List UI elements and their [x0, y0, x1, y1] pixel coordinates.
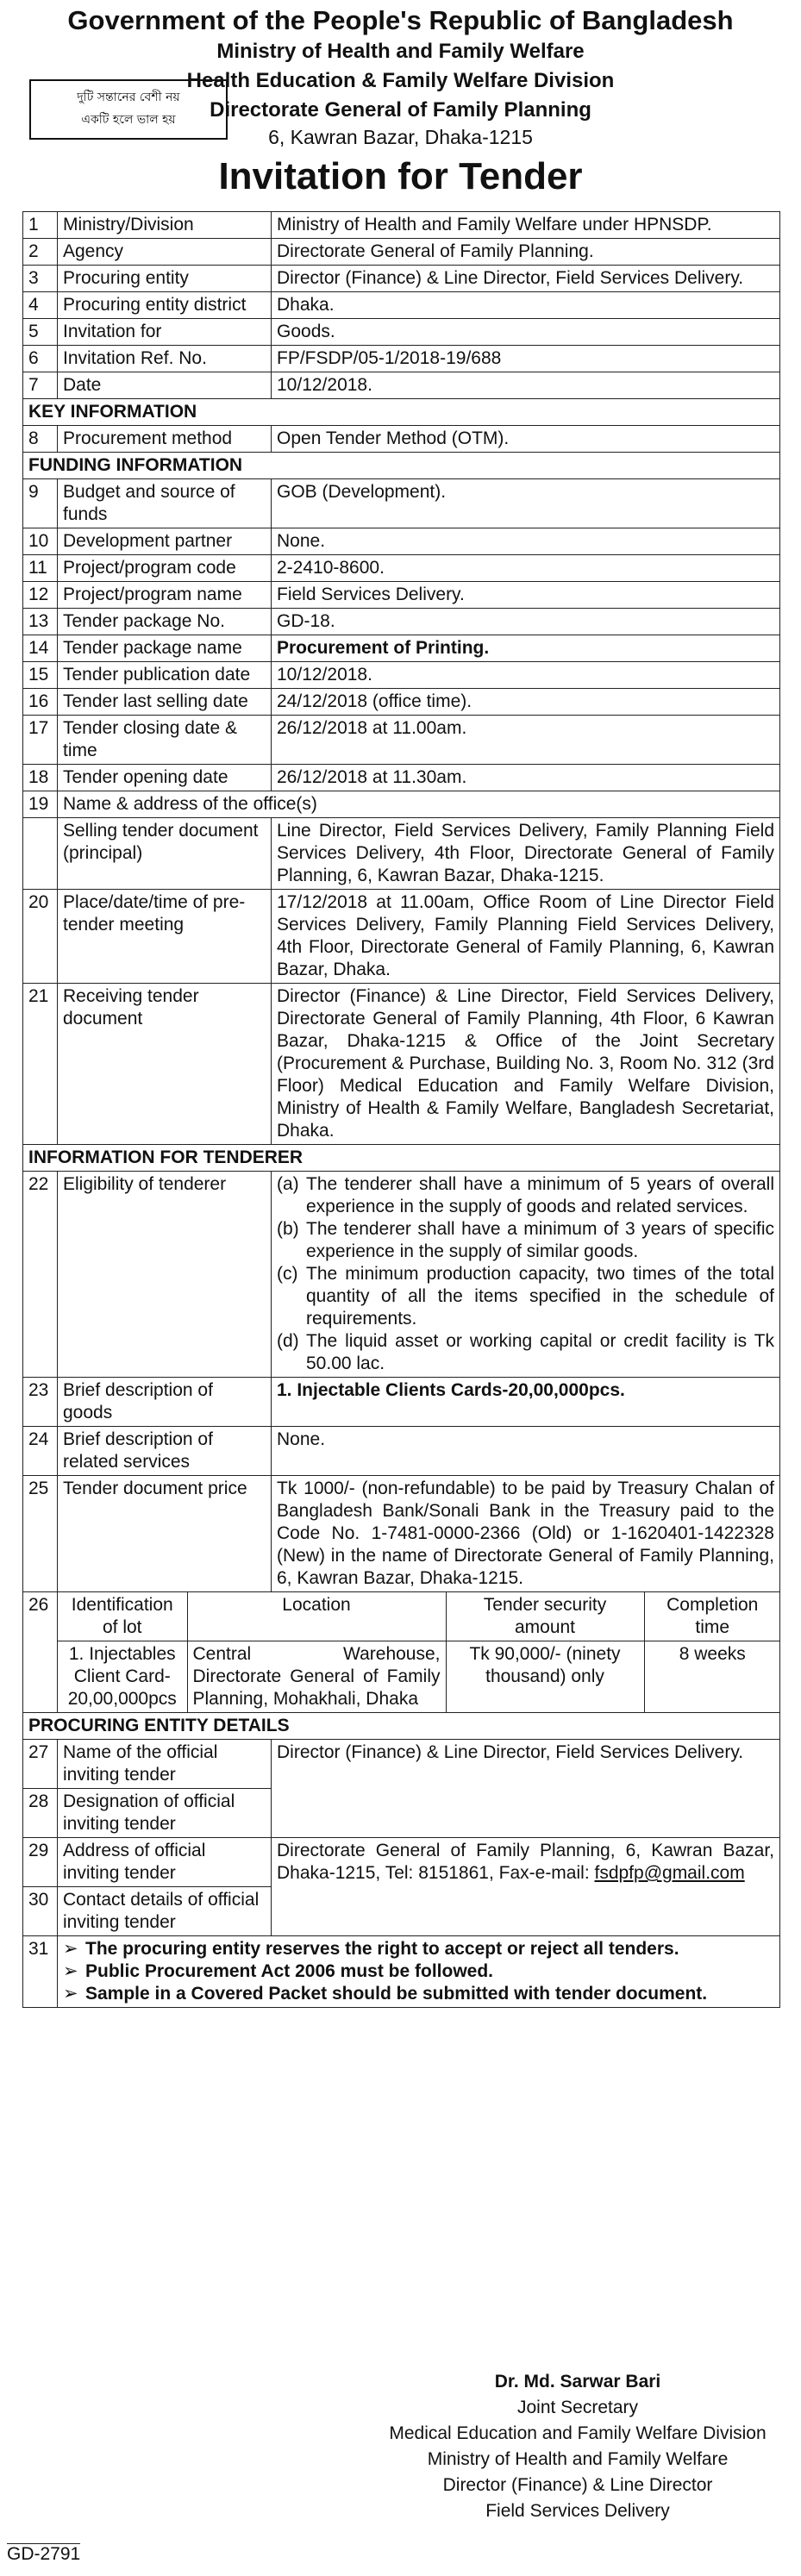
lot-location: Central Warehouse, Directorate General of Family Planning, Mohakhali, Dhaka	[187, 1641, 446, 1713]
row-number: 1	[23, 212, 58, 239]
arrow-bullet-icon: ➢	[63, 1961, 78, 1981]
section-heading-row	[23, 399, 780, 426]
row-number: 2	[23, 239, 58, 266]
table-row	[23, 890, 780, 984]
lot-head-identification: Identification of lot	[58, 1592, 187, 1641]
row-value: GOB (Development).	[272, 479, 780, 528]
table-row	[23, 292, 780, 319]
row-value: FP/FSDP/05-1/2018-19/688	[272, 346, 780, 372]
section-key-information: KEY INFORMATION	[23, 399, 780, 426]
row-number: 3	[23, 266, 58, 292]
section-heading-row	[23, 1145, 780, 1172]
row-value: Field Services Delivery.	[272, 582, 780, 609]
eligibility-item	[277, 1173, 774, 1218]
row-number: 30	[23, 1887, 58, 1936]
row-label: Development partner	[58, 528, 272, 555]
row-number: 29	[23, 1838, 58, 1887]
row-value: None.	[272, 528, 780, 555]
table-row	[23, 212, 780, 239]
eligibility-item	[277, 1218, 774, 1263]
eligibility-list	[272, 1172, 780, 1378]
row-label: Name of the official inviting tender	[58, 1740, 272, 1789]
row-label: Project/program name	[58, 582, 272, 609]
table-row	[23, 1740, 780, 1789]
row-number: 25	[23, 1476, 58, 1592]
row-number: 27	[23, 1740, 58, 1789]
row-number: 22	[23, 1172, 58, 1378]
row-number: 4	[23, 292, 58, 319]
table-row	[23, 1378, 780, 1427]
signatory-name: Dr. Md. Sarwar Bari	[494, 2372, 661, 2392]
note-text: The procuring entity reserves the right to accept or reject all tenders.	[85, 1939, 679, 1959]
note-text: Sample in a Covered Packet should be submitted with tender document.	[85, 1984, 708, 2004]
row-number: 26	[23, 1592, 58, 1713]
section-procuring-entity-details: PROCURING ENTITY DETAILS	[23, 1713, 780, 1740]
row-value: 17/12/2018 at 11.00am, Office Room of Line Director Field Services Delivery, Family Planning Field Services Delivery, 4th Floor, Directorate General of Family Planning, 6, Kawran Bazar, Dhaka.	[272, 890, 780, 984]
row-label: Invitation Ref. No.	[58, 346, 272, 372]
row-value: 26/12/2018 at 11.30am.	[272, 765, 780, 791]
row-label: Budget and source of funds	[58, 479, 272, 528]
table-row	[23, 1838, 780, 1887]
table-row	[23, 635, 780, 662]
note-item	[63, 1938, 774, 1960]
signatory-office: Field Services Delivery	[485, 2501, 670, 2521]
signatory-title: Joint Secretary	[516, 2398, 639, 2417]
table-row	[23, 818, 780, 890]
row-label: Invitation for	[58, 319, 272, 346]
row-number: 24	[23, 1427, 58, 1476]
section-information-for-tenderer: INFORMATION FOR TENDERER	[23, 1145, 780, 1172]
row-value: 26/12/2018 at 11.00am.	[272, 716, 780, 765]
row-label: Tender publication date	[58, 662, 272, 689]
table-row	[23, 346, 780, 372]
lot-completion: 8 weeks	[644, 1641, 780, 1713]
row-label: Brief description of goods	[58, 1378, 272, 1427]
lot-head-security: Tender security amount	[446, 1592, 644, 1641]
row-label: Procurement method	[58, 426, 272, 453]
row-label: Tender closing date & time	[58, 716, 272, 765]
row-label: Contact details of official inviting tender	[58, 1887, 272, 1936]
lot-head-completion: Completion time	[666, 1595, 759, 1637]
eligibility-item	[277, 1330, 774, 1375]
eligibility-mark: (b)	[277, 1219, 299, 1239]
address-line: 6, Kawran Bazar, Dhaka-1215	[268, 126, 533, 148]
row-number: 23	[23, 1378, 58, 1427]
row-value: Goods.	[272, 319, 780, 346]
row-label: Date	[58, 372, 272, 399]
tender-table	[22, 211, 780, 2008]
row-number: 16	[23, 689, 58, 716]
note-item	[63, 1960, 774, 1983]
eligibility-mark: (d)	[277, 1331, 299, 1351]
table-row	[23, 479, 780, 528]
row-number: 8	[23, 426, 58, 453]
table-row	[23, 555, 780, 582]
directorate-heading: Directorate General of Family Planning	[210, 98, 591, 122]
table-row	[23, 582, 780, 609]
row-label: Place/date/time of pre-tender meeting	[58, 890, 272, 984]
row-number: 7	[23, 372, 58, 399]
table-row	[23, 266, 780, 292]
official-email-link[interactable]: fsdpfp@gmail.com	[594, 1863, 745, 1883]
row-value: 24/12/2018 (office time).	[272, 689, 780, 716]
table-row	[23, 791, 780, 818]
eligibility-text: The minimum production capacity, two times of the total quantity of all the items specified in the schedule of requirements.	[306, 1264, 774, 1329]
note-item	[63, 1983, 774, 2005]
advertisement-reference: GD-2791	[7, 2544, 81, 2564]
table-row	[23, 984, 780, 1145]
row-number: 21	[23, 984, 58, 1145]
arrow-bullet-icon: ➢	[63, 1939, 78, 1959]
note-text: Public Procurement Act 2006 must be followed.	[85, 1961, 494, 1981]
row-value: Ministry of Health and Family Welfare under HPNSDP.	[272, 212, 780, 239]
official-designation: Director (Finance) & Line Director, Field Services Delivery.	[272, 1740, 780, 1838]
table-row	[23, 319, 780, 346]
division-heading: Health Education & Family Welfare Division	[186, 69, 615, 92]
slogan-line-1: দুটি সন্তানের বেশী নয়	[77, 91, 180, 104]
official-contact	[272, 1838, 780, 1936]
lot-row	[23, 1592, 780, 1713]
row-label: Tender opening date	[58, 765, 272, 791]
signatory-ministry: Ministry of Health and Family Welfare	[427, 2449, 729, 2469]
table-row	[23, 372, 780, 399]
table-row	[23, 239, 780, 266]
slogan-line-2: একটি হলে ভাল হয়	[81, 113, 176, 127]
row-value: GD-18.	[272, 609, 780, 635]
row-label: Agency	[58, 239, 272, 266]
eligibility-mark: (a)	[277, 1174, 299, 1194]
row-number: 10	[23, 528, 58, 555]
lot-header-row	[58, 1592, 780, 1641]
lot-data-row	[58, 1641, 780, 1713]
table-row	[23, 1936, 780, 2008]
row-number: 28	[23, 1789, 58, 1838]
lot-identification: 1. Injectables Client Card-20,00,000pcs	[58, 1641, 187, 1713]
row-number: 20	[23, 890, 58, 984]
table-row	[23, 426, 780, 453]
row-label: Ministry/Division	[58, 212, 272, 239]
row-label: Designation of official inviting tender	[58, 1789, 272, 1838]
row-label: Procuring entity	[58, 266, 272, 292]
table-row	[23, 716, 780, 765]
row-value: Director (Finance) & Line Director, Field Services Delivery, Directorate General of Family Planning, 4th Floor, 6 Kawran Bazar, Dhaka-1215 & Office of the Joint Secretary (Procurement & Purchase, Building No. 3, Room No. 312 (3rd Floor) Medical Education and Family Welfare Division, Ministry of Health & Family Welfare, Bangladesh Secretariat, Dhaka.	[272, 984, 780, 1145]
notes-list	[58, 1936, 780, 2008]
signatory-division: Medical Education and Family Welfare Division	[389, 2423, 767, 2443]
table-row	[23, 1427, 780, 1476]
family-planning-slogan-box	[29, 79, 228, 140]
section-heading-row	[23, 1713, 780, 1740]
row-value: Tk 1000/- (non-refundable) to be paid by Treasury Chalan of Bangladesh Bank/Sonali Bank in the Treasury paid to the Code No. 1-7481-0000-2366 (Old) or 1-1620401-1422328 (New) in the name of Directorate General of Family Planning, 6, Kawran Bazar, Dhaka-1215.	[272, 1476, 780, 1592]
section-heading-row	[23, 453, 780, 479]
row-number: 19	[23, 791, 58, 818]
signatory-designation: Director (Finance) & Line Director	[442, 2475, 713, 2495]
row-value: Dhaka.	[272, 292, 780, 319]
eligibility-text: The liquid asset or working capital or credit facility is Tk 50.00 lac.	[306, 1331, 774, 1373]
table-row	[23, 689, 780, 716]
row-number: 12	[23, 582, 58, 609]
row-label: Project/program code	[58, 555, 272, 582]
eligibility-text: The tenderer shall have a minimum of 5 years of overall experience in the supply of goods and related services.	[306, 1174, 774, 1216]
row-number: 31	[23, 1936, 58, 2008]
row-label: Tender last selling date	[58, 689, 272, 716]
eligibility-text: The tenderer shall have a minimum of 3 years of specific experience in the supply of similar goods.	[306, 1219, 774, 1261]
lot-container	[58, 1592, 780, 1713]
row-number: 6	[23, 346, 58, 372]
eligibility-mark: (c)	[277, 1264, 298, 1284]
section-funding-information: FUNDING INFORMATION	[23, 453, 780, 479]
row-number: 14	[23, 635, 58, 662]
row-number: 5	[23, 319, 58, 346]
government-heading: Government of the People's Republic of Bangladesh	[67, 5, 734, 35]
row-value: Line Director, Field Services Delivery, Family Planning Field Services Delivery, 4th Floor, Directorate General of Family Planning, 6, Kawran Bazar, Dhaka-1215.	[272, 818, 780, 890]
row-value: 10/12/2018.	[272, 662, 780, 689]
row-number: 17	[23, 716, 58, 765]
row-number-empty	[23, 818, 58, 890]
ministry-heading: Ministry of Health and Family Welfare	[216, 40, 585, 63]
lot-security: Tk 90,000/- (ninety thousand) only	[446, 1641, 644, 1713]
lot-head-location: Location	[187, 1592, 446, 1641]
table-row	[23, 609, 780, 635]
lot-table	[58, 1592, 780, 1712]
row-label: Receiving tender document	[58, 984, 272, 1145]
table-row	[23, 1476, 780, 1592]
table-row	[23, 765, 780, 791]
row-label: Procuring entity district	[58, 292, 272, 319]
row-value: None.	[272, 1427, 780, 1476]
official-address: Directorate General of Family Planning, 6, Kawran Bazar, Dhaka-1215, Tel: 8151861, Fax-e-mail:	[277, 1841, 774, 1883]
eligibility-item	[277, 1263, 774, 1330]
row-number: 9	[23, 479, 58, 528]
row-label: Brief description of related services	[58, 1427, 272, 1476]
row-label: Name & address of the office(s)	[58, 791, 780, 818]
row-label: Tender package name	[58, 635, 272, 662]
table-row	[23, 1172, 780, 1378]
row-label: Tender document price	[58, 1476, 272, 1592]
row-value: Open Tender Method (OTM).	[272, 426, 780, 453]
row-number: 15	[23, 662, 58, 689]
row-number: 11	[23, 555, 58, 582]
row-label: Eligibility of tenderer	[58, 1172, 272, 1378]
row-value: Procurement of Printing.	[272, 635, 780, 662]
page-title: Invitation for Tender	[218, 155, 583, 197]
row-value: 1. Injectable Clients Cards-20,00,000pcs.	[272, 1378, 780, 1427]
row-value: 10/12/2018.	[272, 372, 780, 399]
row-label: Address of official inviting tender	[58, 1838, 272, 1887]
row-number: 18	[23, 765, 58, 791]
arrow-bullet-icon: ➢	[63, 1984, 78, 2004]
row-label: Selling tender document (principal)	[58, 818, 272, 890]
table-row	[23, 528, 780, 555]
row-value: Directorate General of Family Planning.	[272, 239, 780, 266]
row-value: 2-2410-8600.	[272, 555, 780, 582]
row-number: 13	[23, 609, 58, 635]
row-label: Tender package No.	[58, 609, 272, 635]
row-value: Director (Finance) & Line Director, Field Services Delivery.	[272, 266, 780, 292]
table-row	[23, 662, 780, 689]
